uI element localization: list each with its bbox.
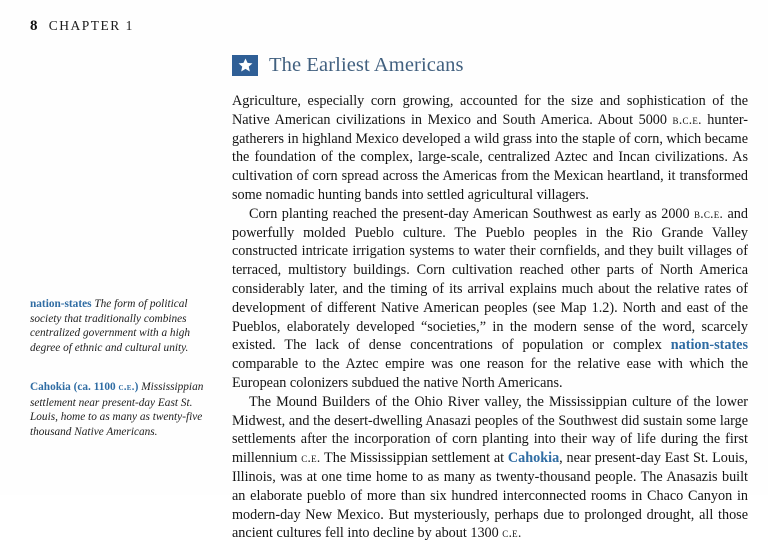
- paragraph-2: [232, 205, 748, 393]
- chapter-label: CHAPTER 1: [48, 18, 134, 33]
- text-run: , near present-day East St. Louis, Illinois, was at one time home to as many as twenty-thousand people. The Anasazis built an elaborate pueblo of more than six hundred interconnected rooms in Chaco Canyon in modern-day New Mexico. But mysteriously, perhaps due to prolonged drought, all those ancient cultures fell into decline by about 1300: [232, 450, 748, 542]
- section-title: The Earliest Americans: [269, 53, 464, 76]
- page-number: 8: [30, 18, 38, 34]
- margin-note-term-suffix: ): [134, 381, 139, 393]
- main-text-column: [232, 52, 748, 543]
- era-label: c.e.: [502, 525, 522, 541]
- era-label: b.c.e.: [672, 111, 702, 127]
- text-run: comparable to the Aztec empire was one reason for the relative ease with which the European colonizers subdued the native North Americans.: [232, 356, 748, 391]
- margin-note-term: nation-states: [30, 298, 92, 310]
- margin-note-nation-states: [30, 297, 216, 355]
- paragraph-3: [232, 393, 748, 543]
- text-run: Agriculture, especially corn growing, accounted for the size and sophistication of the Native American civilizations in Mexico and South America. About 5000: [232, 93, 748, 128]
- margin-note-term: [30, 381, 138, 393]
- running-head: [30, 18, 134, 35]
- margin-note-definition: The form of political society that traditionally combines centralized government with a high degree of ethnic and cultural unity.: [30, 298, 191, 354]
- text-run: hunter-gatherers in highland Mexico developed a wild grass into the staple of corn, which became the foundation of the complex, large-scale, centralized Aztec and Incan civilizations. As cultivation of corn spread across the Americas from the Mexican heartland, it transformed some nomadic hunting bands into settled agricultural villagers.: [232, 111, 748, 203]
- star-icon: [232, 55, 258, 76]
- margin-note-definition: Mississippian settlement near present-day East St. Louis, home to as many as twenty-five thousand Native Americans.: [30, 381, 204, 438]
- margin-note-term-era: c.e.: [118, 382, 135, 393]
- key-term-nation-states[interactable]: nation-states: [670, 337, 748, 354]
- text-run: and powerfully molded Pueblo culture. The Pueblo peoples in the Rio Grande Valley constructed intricate irrigation systems to water their cornfields, and they built villages of terraced, multistory buildings. Corn cultivation reached other parts of North America considerably later, and the timing of its arrival explains much about the relative rates of development of different Native American peoples (see Map 1.2). North and east of the Pueblos, elaborately developed “societies,” in the modern sense of the word, scarcely existed. The lack of dense concentrations of population or complex: [232, 205, 748, 354]
- text-run: Corn planting reached the present-day American Southwest as early as 2000: [249, 205, 694, 222]
- text-run: The Mississippian settlement at: [320, 450, 508, 467]
- margin-note-term-prefix: Cahokia (ca. 1100: [30, 381, 119, 393]
- margin-note-cahokia: [30, 380, 216, 439]
- era-label: b.c.e.: [693, 205, 724, 221]
- key-term-cahokia[interactable]: Cahokia: [507, 450, 560, 467]
- text-run: The Mound Builders of the Ohio River valley, the Mississippian culture of the lower Midwest, and the desert-dwelling Anasazi peoples of the Southwest did sustain some large settlements after the incorporation of corn planting into their way of life during the first millennium: [232, 393, 748, 467]
- section-heading: [232, 52, 748, 78]
- era-label: c.e.: [301, 450, 321, 466]
- paragraph-1: [232, 92, 748, 205]
